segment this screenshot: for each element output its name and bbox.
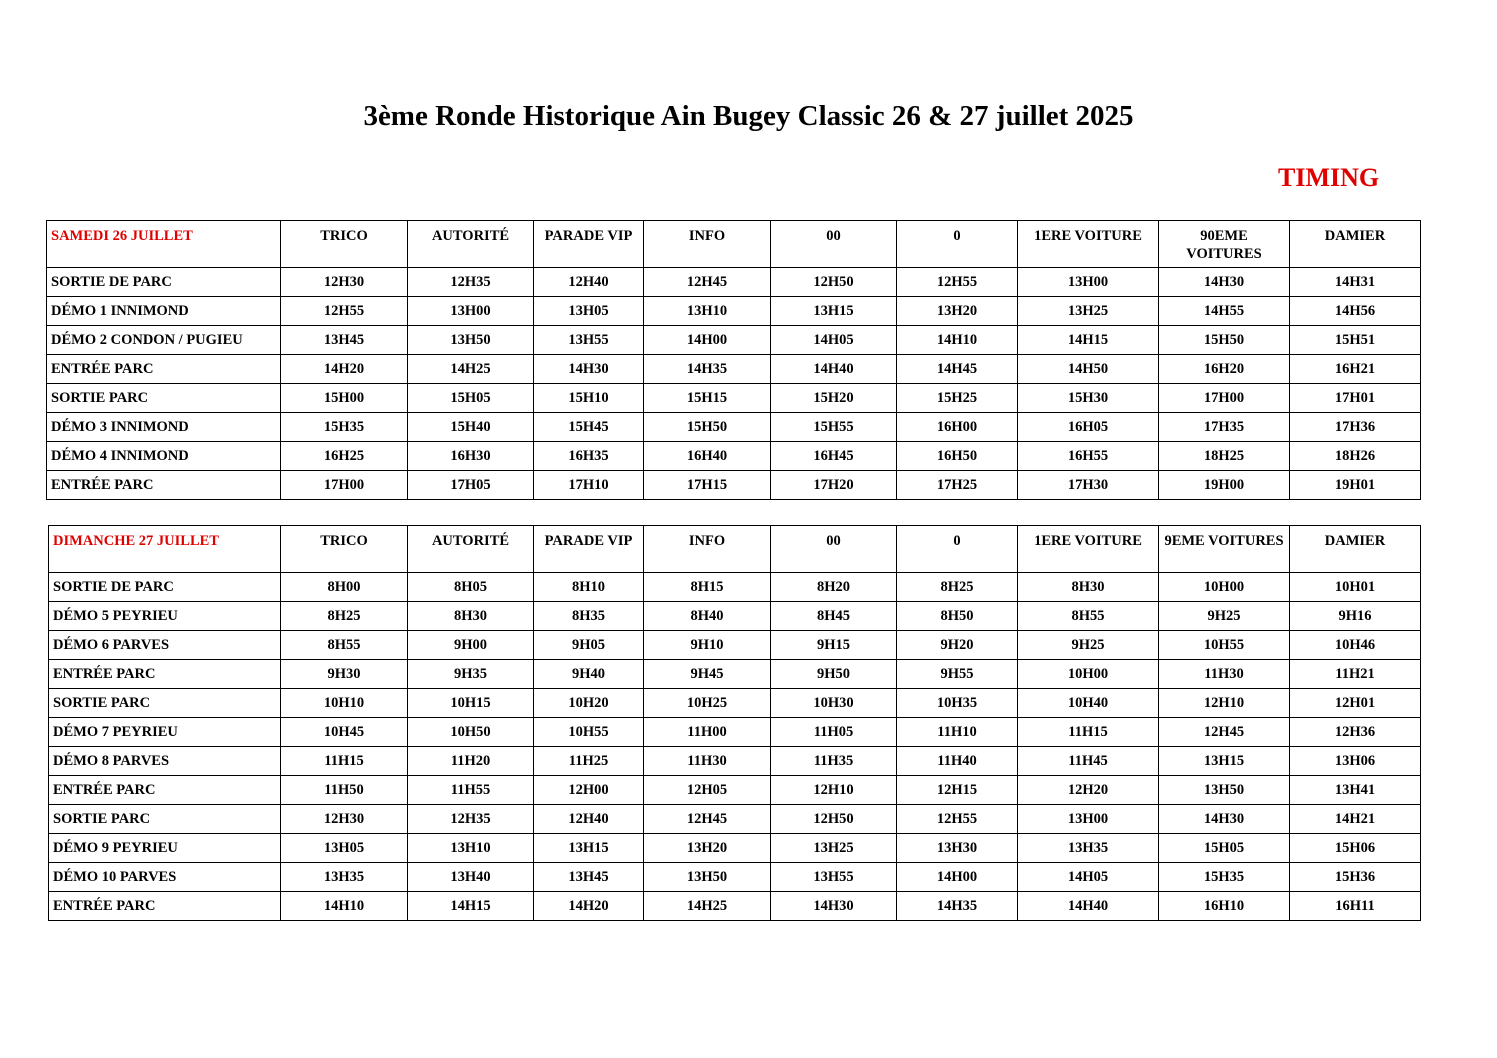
time-cell: 14H05 <box>771 326 897 355</box>
table-row <box>49 834 1421 863</box>
time-cell: 13H50 <box>1159 776 1290 805</box>
column-header: TRICO <box>281 221 408 268</box>
document-title: 3ème Ronde Historique Ain Bugey Classic 26 & 27 juillet 2025 <box>363 100 1134 132</box>
time-cell: 16H11 <box>1290 892 1421 921</box>
time-cell: 15H06 <box>1290 834 1421 863</box>
time-cell: 16H25 <box>281 442 408 471</box>
stage-label: DÉMO 3 INNIMOND <box>47 413 281 442</box>
column-header: DAMIER <box>1290 526 1421 573</box>
time-cell: 12H45 <box>1159 718 1290 747</box>
time-cell: 15H15 <box>644 384 771 413</box>
time-cell: 13H41 <box>1290 776 1421 805</box>
time-cell: 14H30 <box>534 355 644 384</box>
sunday-schedule-table <box>48 525 1421 921</box>
time-cell: 8H30 <box>1018 573 1159 602</box>
stage-label: ENTRÉE PARC <box>47 471 281 500</box>
stage-label: DÉMO 10 PARVES <box>49 863 281 892</box>
time-cell: 13H50 <box>408 326 534 355</box>
time-cell: 16H00 <box>897 413 1018 442</box>
time-cell: 13H00 <box>1018 805 1159 834</box>
column-header: PARADE VIP <box>534 221 644 268</box>
time-cell: 10H01 <box>1290 573 1421 602</box>
time-cell: 14H25 <box>644 892 771 921</box>
column-header: 9EME VOITURES <box>1159 526 1290 573</box>
time-cell: 9H16 <box>1290 602 1421 631</box>
time-cell: 8H25 <box>281 602 408 631</box>
time-cell: 10H40 <box>1018 689 1159 718</box>
stage-label: SORTIE DE PARC <box>47 268 281 297</box>
time-cell: 13H05 <box>534 297 644 326</box>
time-cell: 15H10 <box>534 384 644 413</box>
column-header: 1ERE VOITURE <box>1018 526 1159 573</box>
time-cell: 15H55 <box>771 413 897 442</box>
time-cell: 14H56 <box>1290 297 1421 326</box>
time-cell: 13H50 <box>644 863 771 892</box>
time-cell: 15H50 <box>1159 326 1290 355</box>
time-cell: 8H20 <box>771 573 897 602</box>
time-cell: 12H55 <box>897 805 1018 834</box>
time-cell: 9H10 <box>644 631 771 660</box>
time-cell: 11H50 <box>281 776 408 805</box>
table-row <box>49 747 1421 776</box>
time-cell: 11H20 <box>408 747 534 776</box>
timing-label: TIMING <box>1278 163 1380 192</box>
stage-label: DÉMO 4 INNIMOND <box>47 442 281 471</box>
table-row <box>49 660 1421 689</box>
time-cell: 17H10 <box>534 471 644 500</box>
table-row <box>49 776 1421 805</box>
time-cell: 15H25 <box>897 384 1018 413</box>
stage-label: DÉMO 2 CONDON / PUGIEU <box>47 326 281 355</box>
time-cell: 11H35 <box>771 747 897 776</box>
time-cell: 10H50 <box>408 718 534 747</box>
table-row <box>47 384 1421 413</box>
time-cell: 8H35 <box>534 602 644 631</box>
time-cell: 16H10 <box>1159 892 1290 921</box>
time-cell: 11H45 <box>1018 747 1159 776</box>
time-cell: 14H05 <box>1018 863 1159 892</box>
table-row <box>47 326 1421 355</box>
table-row <box>49 892 1421 921</box>
table-row <box>47 355 1421 384</box>
time-cell: 8H25 <box>897 573 1018 602</box>
column-header: DAMIER <box>1290 221 1421 268</box>
time-cell: 8H30 <box>408 602 534 631</box>
time-cell: 10H45 <box>281 718 408 747</box>
time-cell: 13H30 <box>897 834 1018 863</box>
time-cell: 12H15 <box>897 776 1018 805</box>
time-cell: 8H10 <box>534 573 644 602</box>
time-cell: 14H20 <box>281 355 408 384</box>
time-cell: 12H45 <box>644 268 771 297</box>
time-cell: 10H20 <box>534 689 644 718</box>
time-cell: 14H10 <box>281 892 408 921</box>
stage-label: DÉMO 5 PEYRIEU <box>49 602 281 631</box>
time-cell: 14H35 <box>897 892 1018 921</box>
time-cell: 17H15 <box>644 471 771 500</box>
time-cell: 14H15 <box>408 892 534 921</box>
time-cell: 13H55 <box>771 863 897 892</box>
time-cell: 16H45 <box>771 442 897 471</box>
table-row <box>47 297 1421 326</box>
time-cell: 15H36 <box>1290 863 1421 892</box>
stage-label: ENTRÉE PARC <box>49 892 281 921</box>
time-cell: 16H55 <box>1018 442 1159 471</box>
time-cell: 18H25 <box>1159 442 1290 471</box>
time-cell: 11H15 <box>1018 718 1159 747</box>
saturday-schedule-table <box>46 220 1421 500</box>
time-cell: 15H00 <box>281 384 408 413</box>
table-row <box>47 413 1421 442</box>
time-cell: 10H25 <box>644 689 771 718</box>
time-cell: 19H01 <box>1290 471 1421 500</box>
time-cell: 15H05 <box>408 384 534 413</box>
time-cell: 8H55 <box>1018 602 1159 631</box>
column-header: 1ERE VOITURE <box>1018 221 1159 268</box>
time-cell: 12H55 <box>897 268 1018 297</box>
table-row <box>47 442 1421 471</box>
time-cell: 13H15 <box>771 297 897 326</box>
table-row <box>49 805 1421 834</box>
time-cell: 12H40 <box>534 805 644 834</box>
day-heading: SAMEDI 26 JUILLET <box>47 221 281 268</box>
time-cell: 9H50 <box>771 660 897 689</box>
time-cell: 14H15 <box>1018 326 1159 355</box>
time-cell: 17H05 <box>408 471 534 500</box>
time-cell: 15H35 <box>1159 863 1290 892</box>
time-cell: 10H46 <box>1290 631 1421 660</box>
time-cell: 15H35 <box>281 413 408 442</box>
stage-label: SORTIE DE PARC <box>49 573 281 602</box>
time-cell: 13H20 <box>897 297 1018 326</box>
time-cell: 13H35 <box>1018 834 1159 863</box>
time-cell: 15H20 <box>771 384 897 413</box>
stage-label: DÉMO 6 PARVES <box>49 631 281 660</box>
time-cell: 10H10 <box>281 689 408 718</box>
time-cell: 11H25 <box>534 747 644 776</box>
time-cell: 17H36 <box>1290 413 1421 442</box>
time-cell: 12H50 <box>771 805 897 834</box>
time-cell: 9H45 <box>644 660 771 689</box>
time-cell: 8H00 <box>281 573 408 602</box>
time-cell: 13H06 <box>1290 747 1421 776</box>
time-cell: 11H55 <box>408 776 534 805</box>
stage-label: DÉMO 7 PEYRIEU <box>49 718 281 747</box>
table-row <box>49 689 1421 718</box>
time-cell: 10H55 <box>1159 631 1290 660</box>
time-cell: 14H00 <box>644 326 771 355</box>
time-cell: 14H45 <box>897 355 1018 384</box>
time-cell: 13H35 <box>281 863 408 892</box>
time-cell: 11H00 <box>644 718 771 747</box>
time-cell: 15H50 <box>644 413 771 442</box>
column-header: TRICO <box>281 526 408 573</box>
time-cell: 14H30 <box>1159 805 1290 834</box>
time-cell: 13H20 <box>644 834 771 863</box>
time-cell: 16H30 <box>408 442 534 471</box>
time-cell: 15H51 <box>1290 326 1421 355</box>
time-cell: 12H30 <box>281 268 408 297</box>
stage-label: SORTIE PARC <box>49 805 281 834</box>
time-cell: 8H05 <box>408 573 534 602</box>
time-cell: 15H45 <box>534 413 644 442</box>
column-header: 90EME VOITURES <box>1159 221 1290 268</box>
time-cell: 9H35 <box>408 660 534 689</box>
table-row <box>49 573 1421 602</box>
time-cell: 11H40 <box>897 747 1018 776</box>
time-cell: 12H05 <box>644 776 771 805</box>
stage-label: SORTIE PARC <box>49 689 281 718</box>
time-cell: 11H30 <box>1159 660 1290 689</box>
time-cell: 8H50 <box>897 602 1018 631</box>
time-cell: 12H35 <box>408 805 534 834</box>
time-cell: 13H15 <box>1159 747 1290 776</box>
time-cell: 13H45 <box>534 863 644 892</box>
time-cell: 17H00 <box>1159 384 1290 413</box>
time-cell: 12H45 <box>644 805 771 834</box>
time-cell: 12H36 <box>1290 718 1421 747</box>
stage-label: SORTIE PARC <box>47 384 281 413</box>
stage-label: ENTRÉE PARC <box>49 776 281 805</box>
time-cell: 14H00 <box>897 863 1018 892</box>
time-cell: 12H55 <box>281 297 408 326</box>
column-header: PARADE VIP <box>534 526 644 573</box>
time-cell: 12H10 <box>1159 689 1290 718</box>
time-cell: 17H25 <box>897 471 1018 500</box>
column-header: INFO <box>644 526 771 573</box>
time-cell: 12H35 <box>408 268 534 297</box>
stage-label: DÉMO 1 INNIMOND <box>47 297 281 326</box>
time-cell: 14H30 <box>771 892 897 921</box>
time-cell: 16H35 <box>534 442 644 471</box>
time-cell: 16H21 <box>1290 355 1421 384</box>
column-header: 00 <box>771 526 897 573</box>
table-header-row <box>49 526 1421 573</box>
time-cell: 13H15 <box>534 834 644 863</box>
time-cell: 13H45 <box>281 326 408 355</box>
column-header: 00 <box>771 221 897 268</box>
table-row <box>47 268 1421 297</box>
time-cell: 13H00 <box>1018 268 1159 297</box>
time-cell: 11H21 <box>1290 660 1421 689</box>
time-cell: 8H40 <box>644 602 771 631</box>
time-cell: 13H10 <box>408 834 534 863</box>
time-cell: 13H25 <box>771 834 897 863</box>
time-cell: 13H25 <box>1018 297 1159 326</box>
time-cell: 10H30 <box>771 689 897 718</box>
time-cell: 12H00 <box>534 776 644 805</box>
time-cell: 16H05 <box>1018 413 1159 442</box>
time-cell: 14H40 <box>1018 892 1159 921</box>
time-cell: 10H55 <box>534 718 644 747</box>
stage-label: DÉMO 9 PEYRIEU <box>49 834 281 863</box>
table-row <box>49 718 1421 747</box>
time-cell: 17H01 <box>1290 384 1421 413</box>
time-cell: 14H21 <box>1290 805 1421 834</box>
time-cell: 10H35 <box>897 689 1018 718</box>
time-cell: 9H20 <box>897 631 1018 660</box>
time-cell: 12H20 <box>1018 776 1159 805</box>
time-cell: 16H40 <box>644 442 771 471</box>
time-cell: 9H25 <box>1018 631 1159 660</box>
time-cell: 14H31 <box>1290 268 1421 297</box>
stage-label: ENTRÉE PARC <box>49 660 281 689</box>
time-cell: 18H26 <box>1290 442 1421 471</box>
column-header: AUTORITÉ <box>408 221 534 268</box>
time-cell: 12H50 <box>771 268 897 297</box>
time-cell: 15H05 <box>1159 834 1290 863</box>
time-cell: 12H30 <box>281 805 408 834</box>
stage-label: DÉMO 8 PARVES <box>49 747 281 776</box>
time-cell: 9H25 <box>1159 602 1290 631</box>
table-row <box>49 602 1421 631</box>
time-cell: 10H15 <box>408 689 534 718</box>
time-cell: 12H01 <box>1290 689 1421 718</box>
time-cell: 16H20 <box>1159 355 1290 384</box>
time-cell: 8H45 <box>771 602 897 631</box>
table-row <box>47 471 1421 500</box>
time-cell: 14H50 <box>1018 355 1159 384</box>
column-header: INFO <box>644 221 771 268</box>
time-cell: 8H15 <box>644 573 771 602</box>
time-cell: 11H10 <box>897 718 1018 747</box>
time-cell: 14H30 <box>1159 268 1290 297</box>
time-cell: 9H15 <box>771 631 897 660</box>
time-cell: 10H00 <box>1018 660 1159 689</box>
time-cell: 19H00 <box>1159 471 1290 500</box>
time-cell: 12H40 <box>534 268 644 297</box>
time-cell: 13H40 <box>408 863 534 892</box>
stage-label: ENTRÉE PARC <box>47 355 281 384</box>
time-cell: 12H10 <box>771 776 897 805</box>
time-cell: 10H00 <box>1159 573 1290 602</box>
time-cell: 11H30 <box>644 747 771 776</box>
table-row <box>49 631 1421 660</box>
column-header: 0 <box>897 526 1018 573</box>
time-cell: 9H30 <box>281 660 408 689</box>
time-cell: 14H20 <box>534 892 644 921</box>
time-cell: 17H20 <box>771 471 897 500</box>
time-cell: 13H05 <box>281 834 408 863</box>
time-cell: 11H05 <box>771 718 897 747</box>
time-cell: 17H35 <box>1159 413 1290 442</box>
time-cell: 9H05 <box>534 631 644 660</box>
time-cell: 9H00 <box>408 631 534 660</box>
time-cell: 14H40 <box>771 355 897 384</box>
time-cell: 16H50 <box>897 442 1018 471</box>
time-cell: 8H55 <box>281 631 408 660</box>
time-cell: 14H55 <box>1159 297 1290 326</box>
time-cell: 14H35 <box>644 355 771 384</box>
column-header: AUTORITÉ <box>408 526 534 573</box>
day-heading: DIMANCHE 27 JUILLET <box>49 526 281 573</box>
time-cell: 13H10 <box>644 297 771 326</box>
time-cell: 13H55 <box>534 326 644 355</box>
table-header-row <box>47 221 1421 268</box>
time-cell: 13H00 <box>408 297 534 326</box>
time-cell: 14H25 <box>408 355 534 384</box>
time-cell: 14H10 <box>897 326 1018 355</box>
time-cell: 17H30 <box>1018 471 1159 500</box>
time-cell: 15H40 <box>408 413 534 442</box>
time-cell: 17H00 <box>281 471 408 500</box>
time-cell: 15H30 <box>1018 384 1159 413</box>
time-cell: 9H40 <box>534 660 644 689</box>
column-header: 0 <box>897 221 1018 268</box>
time-cell: 9H55 <box>897 660 1018 689</box>
time-cell: 11H15 <box>281 747 408 776</box>
table-row <box>49 863 1421 892</box>
